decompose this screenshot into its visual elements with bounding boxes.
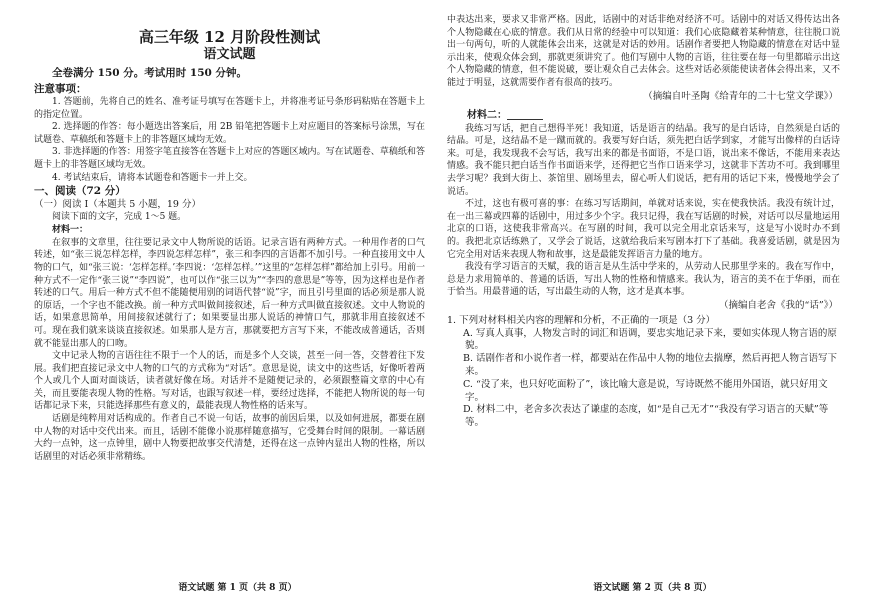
exam-subtitle: 语文试题	[203, 47, 256, 62]
body-paragraph: 不过，这也有极可喜的事：在练习写话期间，单就对话来说，实在使我快活。我没有统计过，在一出三幕或四幕的话剧中，用过多少个字。我只记得，我在写话剧的时候，对话可以尽量地运用北京的口语，这使我非常高兴。在写剧的时间，我可以完全用北京话来写，这是写小说时办不到的。我把北京话练熟了，又学会了说话，这就给我后来写剧本打下了基础。我喜爱话剧，就是因为它完全用对话来表现人物和故事，这是最能发挥语言力量的地方。	[447, 199, 840, 260]
option-a: A. 写真人真事，人物发言时的词汇和语调，要忠实地记录下来，要如实体现人物言语的原貌。	[463, 327, 837, 352]
option-d: D. 材料二中，老舍多次表达了谦虚的态度，如“是自己无才”“我没有学习语言的天赋”等等。	[463, 404, 829, 429]
option-c: C. “没了来，也只好吃面粉了”，该比喻大意是说，写诗既然不能用外国语，就只好用文字。	[463, 378, 828, 403]
exam-title: 高三年级 12 月阶段性测试	[138, 28, 321, 46]
question-1: 1. 下列对材料相关内容的理解和分析，不正确的一项是（3 分）	[447, 314, 716, 326]
material1-label: 材料一：	[52, 224, 89, 235]
note-item: 3. 非选择题的作答：用签字笔直接答在答题卡上对应的答题区域内。写在试题卷、草稿纸和答题卡上的非答题区域均无效。	[34, 147, 425, 170]
notes-heading: 注意事项：	[34, 83, 87, 95]
page-footer-left: 语文试题 第 1 页（共 8 页）	[178, 583, 297, 593]
page-footer-right: 语文试题 第 2 页（共 8 页）	[593, 583, 712, 593]
body-paragraph: 我没有学习语言的天赋，我的语言是从生活中学来的，从劳动人民那里学来的。我在写作中，总是力求用简单的、普通的话语，写出人物的性格和情感来。我认为，语言的美不在于华丽，而在于恰当。用最普通的话，写出最生动的人物，这才是真本事。	[447, 262, 840, 298]
instruction-text: 阅读下面的文字，完成 1～5 题。	[52, 212, 187, 223]
option-b: B. 话剧作者和小说作者一样，都要站在作品中人物的地位去揣摩，然后再把人物言语写下来。	[463, 353, 838, 378]
page-right	[435, 0, 870, 603]
body-paragraph: 在叙事的文章里，往往要记录文中人物所说的话语。记录言语有两种方式。一种用作者的口气转述，如“张三说怎样怎样，李四说怎样怎样”，张三和李四的言语都不加引号。一种直接用文中人物的口气，如“张三说：‘怎样怎样。’李四说：‘怎样怎样。’”这里的“怎样怎样”都给加上引号。用前一种方式不一定作“张三说”“李四说”，也可以作“张三以为”“李四的意思是”等等，因为这样也是作者转述的口气。用后一种方式不但不能随便用别的词语代替“说”字，而且引号里面的话必须是那人说的原话，一个字也不能改换。前一种方式叫做间接叙述，后一种方式叫做直接叙述。文中人物说的话，如果意思简单，用间接叙述就行了；如果要显出那人说话的神情口气，那就非用直接叙述不可。现在我们就来谈谈直接叙述。如果那人是方言，那就要把方言写下来，不能改成普通话，否则就不能显出那人的口吻。	[34, 237, 425, 349]
section-heading: 一、阅读（72 分）	[34, 185, 126, 198]
material2-label	[447, 108, 840, 123]
note-item: 4. 考试结束后，请将本试题卷和答题卡一并上交。	[52, 172, 253, 183]
body-paragraph: 文中记录人物的言语往往不限于一个人的话，而是多个人交谈，甚至一问一答，交替着往下发展。我们把直接记录文中人物的口气的方式称为“对话”。意思是说，读文中的这些话，好像听着两个人或几个人面对面谈话，读者就好像在场。对话并不是随便记录的，必须跟整篇文章的中心有关，而且要能表现人物的性格。写对话，也跟写叙述一样，要经过选择，不能把人物所说的每一句话都记录下来，只能选择那些有意义的，最能表现人物性格的话来写。	[34, 351, 425, 412]
note-item: 2. 选择题的作答：每小题选出答案后，用 2B 铅笔把答题卡上对应题目的答案标号涂黑，写在试题卷、草稿纸和答题卡上的非答题区域均无效。	[34, 122, 425, 145]
fill-blank	[507, 111, 543, 120]
material2-label-text: 材料二：	[467, 109, 507, 121]
source-citation: （摘编自叶圣陶《给青年的二十七堂文学课》）	[643, 90, 838, 102]
exam-info: 全卷满分 150 分。考试用时 150 分钟。	[52, 67, 247, 79]
body-paragraph: 话剧是纯粹用对话构成的。作者自己不说一句话，故事的前因后果，以及如何进展，都要在剧中人物的对话中交代出来。而且，话剧不能像小说那样随意描写，它受舞台时间的限制。一幕话剧大约一点钟，这一点钟里，剧中人物要把故事交代清楚，还得在这一点钟内显出人物的性格，所以话剧里的对话必须非常精练。	[34, 414, 425, 462]
body-paragraph: 中表达出来，要求又非常严格。因此，话剧中的对话非绝对经济不可。话剧中的对话又得传达出各个人物隐藏在心底的情意。我们从日常的经验中可以知道：我们心底隐藏着某种情意，往往脱口说出一句两句，听的人就能体会出来，这就是对话的妙用。话剧作者要把人物隐藏的情意在对话中显示出来，使观众体会到，那就更须讲究了。他们写剧中人物的言语，往往要在每一句里都暗示出这个人物隐藏的情意，但不能说破，要让观众自己去体会。这些对话必须能使读者体会得出来，又不能过于明显，这就需要作者有很高的技巧。	[447, 15, 840, 88]
body-paragraph: 我练习写话，把自己想得半死！我知道，话是语言的结晶。我写的是白话诗，自然须是白话的结晶。可是，这结晶不是一蹴而就的。我要写好白话，须先把白话学到家，才能写出像样的白话诗来。可是，我发现我不会写话，我写出来的都是书面语，不是口语，说出来不像话，不能用来表达情感。我不能只把白话当作书面语来学，还得把它当作口语来学习，这就非下苦功不可。我到哪里去学习呢？我到大街上、茶馆里、剧场里去，留心听人们说话，把有用的话记下来，慢慢地学会了说话。	[447, 123, 840, 197]
note-item: 1. 答题前，先将自己的姓名、准考证号填写在答题卡上，并将准考证号条形码粘贴在答题卡上的指定位置。	[34, 97, 425, 120]
subsection-heading: （一）阅读 Ⅰ（本题共 5 小题，19 分）	[34, 199, 201, 211]
source-citation: （摘编自老舍《我的“话”》）	[719, 299, 838, 311]
